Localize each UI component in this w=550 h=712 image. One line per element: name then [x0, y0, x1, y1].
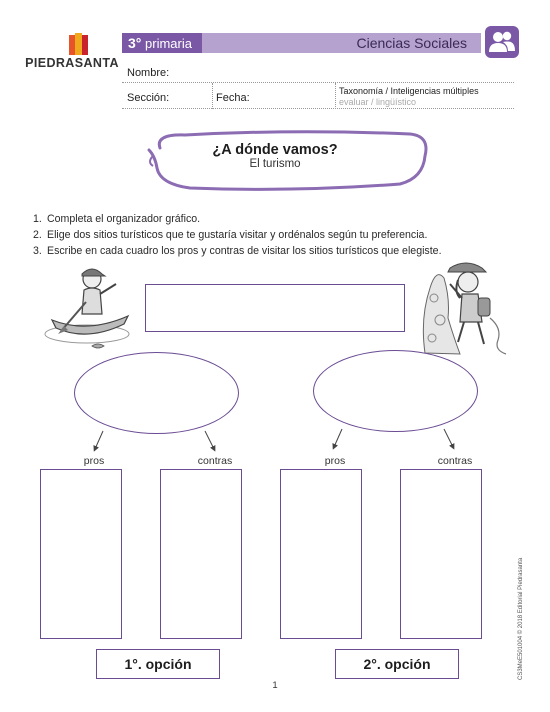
divider: [335, 83, 336, 109]
book-logo-icon: [66, 32, 92, 58]
option-1-label: 1°. opción: [96, 649, 220, 679]
pros-label: pros: [324, 455, 346, 467]
worksheet-subtitle: El turismo: [249, 158, 301, 170]
group-icon: [485, 26, 519, 58]
name-row: [122, 60, 514, 83]
contras-box-1[interactable]: [160, 469, 242, 639]
site-oval-2[interactable]: [313, 350, 478, 432]
pros-box-1[interactable]: [40, 469, 122, 639]
instruction-item: 3. Escribe en cada cuadro los pros y contras de visitar los sitios turísticos que elegiste.: [33, 245, 442, 257]
grade-word: primaria: [145, 36, 192, 51]
contras-box-2[interactable]: [400, 469, 482, 639]
contras-label: contras: [437, 455, 473, 467]
contras-label: contras: [197, 455, 233, 467]
pros-label: pros: [83, 455, 105, 467]
option-2-label: 2°. opción: [335, 649, 459, 679]
grade-badge: [122, 33, 202, 53]
instructions-list: [33, 211, 442, 259]
instruction-item: 1. Completa el organizador gráfico.: [33, 213, 201, 225]
grade-number: 3°: [128, 35, 142, 51]
name-label: Nombre:: [127, 67, 170, 79]
subject-title: Ciencias Sociales: [356, 35, 467, 51]
taxonomy-value: evaluar / lingüístico: [339, 97, 417, 107]
section-label: Sección:: [127, 92, 170, 104]
girl-climbing-rocks-illustration: [420, 258, 520, 358]
copyright-credit: CS3MeE501004 © 2018 Editorial Piedrasanta: [518, 557, 524, 680]
divider: [212, 83, 213, 109]
brand-name: PIEDRASANTA: [25, 56, 119, 70]
page-number: 1: [272, 680, 278, 691]
boy-in-canoe-illustration: [32, 262, 142, 354]
topic-box[interactable]: [145, 284, 405, 332]
pros-box-2[interactable]: [280, 469, 362, 639]
publisher-logo: [18, 28, 126, 72]
worksheet-title: ¿A dónde vamos?: [212, 142, 338, 158]
taxonomy-label: Taxonomía / Inteligencias múltiples: [339, 86, 479, 96]
instruction-item: 2. Elige dos sitios turísticos que te gustaría visitar y ordénalos según tu preferencia.: [33, 229, 428, 241]
header-bar: [122, 33, 481, 53]
site-oval-1[interactable]: [74, 352, 239, 434]
date-label: Fecha:: [216, 92, 250, 104]
